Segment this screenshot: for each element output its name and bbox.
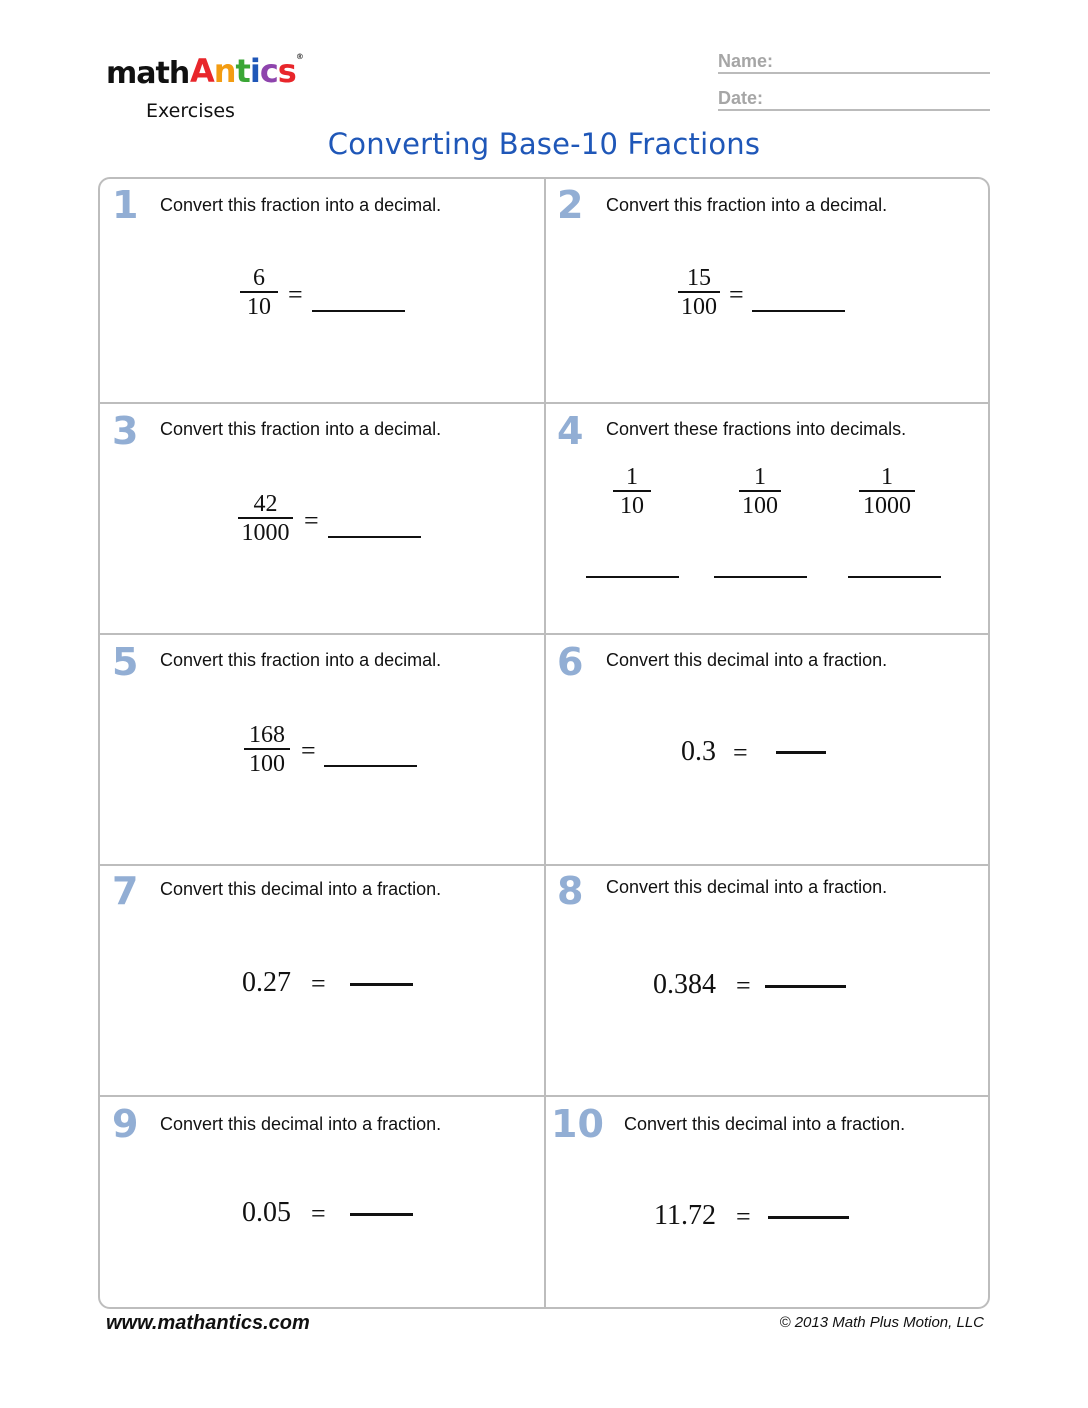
answer-line[interactable] xyxy=(350,983,413,986)
logo-antics xyxy=(190,52,303,90)
equals-sign: = xyxy=(736,971,751,1000)
logo-subtitle: Exercises xyxy=(146,100,235,122)
problem-number: 5 xyxy=(112,640,139,684)
denominator: 1000 xyxy=(241,520,290,546)
numerator: 168 xyxy=(249,722,285,748)
problem-number: 7 xyxy=(112,869,139,913)
date-field[interactable] xyxy=(718,87,990,111)
logo-letter: n xyxy=(213,52,236,90)
decimal-value: 0.384 xyxy=(653,969,716,1000)
numerator: 1 xyxy=(754,464,766,490)
denominator: 100 xyxy=(742,493,778,519)
equals-sign: = xyxy=(736,1202,751,1231)
denominator: 100 xyxy=(681,294,717,320)
problem-number: 9 xyxy=(112,1102,139,1146)
denominator: 10 xyxy=(247,294,271,320)
equals-sign: = xyxy=(288,280,303,309)
denominator: 1000 xyxy=(863,493,911,519)
fraction xyxy=(739,464,781,520)
fraction xyxy=(240,265,278,321)
equals-sign: = xyxy=(311,969,326,998)
decimal-value: 0.3 xyxy=(681,736,716,767)
denominator: 10 xyxy=(620,493,644,519)
problem-number: 2 xyxy=(557,183,584,227)
problem-prompt: Convert this decimal into a fraction. xyxy=(606,650,888,670)
problem-number: 1 xyxy=(112,183,139,227)
logo xyxy=(106,52,306,124)
numerator: 1 xyxy=(626,464,638,490)
footer-copyright: © 2013 Math Plus Motion, LLC xyxy=(779,1314,984,1331)
logo-math: math xyxy=(106,56,190,91)
grid-divider xyxy=(99,633,989,635)
problem-number: 10 xyxy=(551,1102,604,1146)
fraction xyxy=(244,722,290,778)
numerator: 42 xyxy=(253,491,278,517)
grid-divider xyxy=(99,402,989,404)
problem-prompt: Convert this decimal into a fraction. xyxy=(624,1114,906,1134)
problem-prompt: Convert this fraction into a decimal. xyxy=(160,195,442,215)
problem-number: 3 xyxy=(112,409,139,453)
decimal-value: 0.05 xyxy=(242,1197,291,1228)
equals-sign: = xyxy=(311,1199,326,1228)
problem-prompt: Convert this decimal into a fraction. xyxy=(160,879,442,899)
date-label: Date: xyxy=(718,88,764,108)
problem-prompt: Convert these fractions into decimals. xyxy=(606,419,907,439)
logo-letter: A xyxy=(190,52,214,90)
fraction xyxy=(678,265,720,321)
grid-divider xyxy=(99,1095,989,1097)
answer-blank[interactable] xyxy=(312,310,405,312)
equals-sign: = xyxy=(301,736,316,765)
decimal-value: 11.72 xyxy=(654,1200,716,1231)
answer-blank[interactable] xyxy=(324,765,417,767)
grid-divider xyxy=(99,864,989,866)
page-title: Converting Base-10 Fractions xyxy=(327,127,761,161)
equals-sign: = xyxy=(304,506,319,535)
problem-prompt: Convert this fraction into a decimal. xyxy=(606,195,888,215)
equals-sign: = xyxy=(733,738,748,767)
fraction xyxy=(613,464,651,520)
logo-letter: c xyxy=(259,52,278,90)
logo-letter: t xyxy=(235,52,250,90)
numerator: 15 xyxy=(687,265,711,291)
answer-blank[interactable] xyxy=(328,536,421,538)
answer-line[interactable] xyxy=(350,1213,413,1216)
answer-blank[interactable] xyxy=(848,576,941,578)
problem-prompt: Convert this decimal into a fraction. xyxy=(606,877,888,897)
numerator: 1 xyxy=(881,464,893,490)
name-label: Name: xyxy=(718,51,774,71)
numerator: 6 xyxy=(253,265,265,291)
problem-prompt: Convert this fraction into a decimal. xyxy=(160,650,442,670)
denominator: 100 xyxy=(249,751,285,777)
fraction xyxy=(859,464,915,520)
logo-letter: i xyxy=(249,52,260,90)
problem-prompt: Convert this fraction into a decimal. xyxy=(160,419,442,439)
answer-blank[interactable] xyxy=(586,576,679,578)
equals-sign: = xyxy=(729,280,744,309)
answer-line[interactable] xyxy=(776,751,826,754)
problem-number: 6 xyxy=(557,640,584,684)
answer-line[interactable] xyxy=(768,1216,849,1219)
logo-letter: s xyxy=(277,52,296,90)
footer-website: www.mathantics.com xyxy=(106,1312,310,1334)
decimal-value: 0.27 xyxy=(242,967,291,998)
answer-blank[interactable] xyxy=(752,310,845,312)
fraction xyxy=(238,491,293,547)
problem-number: 8 xyxy=(557,869,584,913)
problem-number: 4 xyxy=(557,409,584,453)
answer-blank[interactable] xyxy=(714,576,807,578)
answer-line[interactable] xyxy=(765,985,846,988)
problem-prompt: Convert this decimal into a fraction. xyxy=(160,1114,442,1134)
registered-mark: ® xyxy=(295,52,303,61)
name-field[interactable] xyxy=(718,50,990,74)
grid-divider xyxy=(544,178,546,1309)
